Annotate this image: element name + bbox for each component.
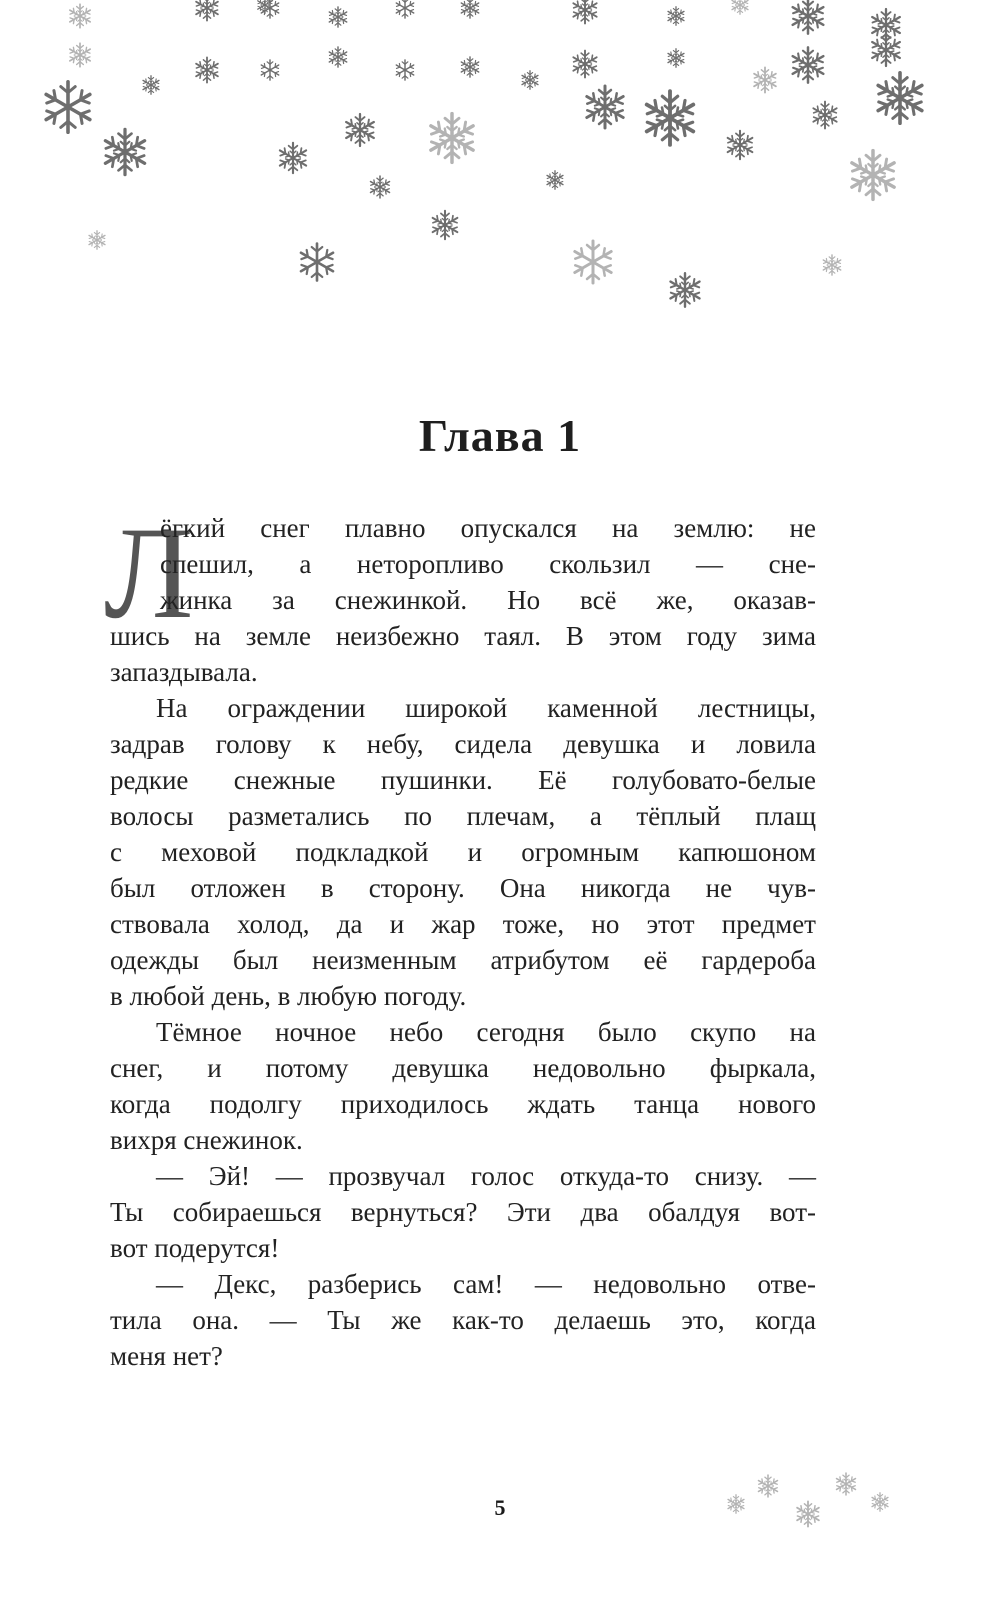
snowflake-icon bbox=[326, 45, 350, 69]
snowflake-icon bbox=[255, 0, 275, 15]
text-line: снег, и потому девушка недовольно фыркала, bbox=[110, 1053, 816, 1083]
snowflake-icon bbox=[787, 0, 829, 37]
text-line: жинка за снежинкой. Но всё же, оказав- bbox=[160, 585, 816, 615]
text-line: с меховой подкладкой и огромным капюшоном bbox=[110, 837, 816, 867]
snowflake-icon bbox=[833, 1471, 859, 1497]
text-line: шись на земле неизбежно таял. В этом году зима bbox=[110, 621, 816, 651]
page-number: 5 bbox=[494, 1495, 506, 1520]
snowflake-icon bbox=[192, 0, 222, 23]
top-snowflake-decoration bbox=[0, 0, 1000, 320]
text-line: вихря снежинок. bbox=[110, 1125, 303, 1155]
snowflake-icon bbox=[66, 41, 94, 69]
snowflake-icon bbox=[665, 270, 705, 310]
text-line: меня нет? bbox=[110, 1341, 223, 1371]
text-line: запаздывала. bbox=[110, 657, 258, 687]
snowflake-icon bbox=[844, 146, 902, 204]
snowflake-icon bbox=[258, 58, 282, 82]
snowflake-icon bbox=[86, 229, 108, 251]
snowflake-icon bbox=[393, 58, 417, 82]
snowflake-icon bbox=[580, 82, 630, 132]
snowflake-icon bbox=[66, 2, 94, 30]
text-line: задрав голову к небу, сидела девушка и ловила bbox=[110, 729, 816, 759]
text-line: когда подолгу приходилось ждать танца нового bbox=[110, 1089, 816, 1119]
text-line: был отложен в сторону. Она никогда не чув- bbox=[110, 873, 816, 903]
snowflake-icon bbox=[295, 240, 339, 284]
snowflake-icon bbox=[793, 1499, 823, 1529]
text-line: спешил, а неторопливо скользил — сне- bbox=[160, 549, 816, 579]
snowflake-icon bbox=[326, 5, 350, 29]
text-line: — Декс, разберись сам! — недовольно отве- bbox=[156, 1269, 816, 1299]
drop-cap: Л bbox=[104, 499, 194, 646]
snowflake-icon bbox=[750, 65, 780, 95]
snowflake-icon bbox=[423, 109, 481, 167]
snowflake-icon bbox=[723, 128, 757, 162]
snowflake-icon bbox=[665, 47, 687, 69]
snowflake-icon bbox=[569, 48, 601, 80]
text-line: Ты собираешься вернуться? Эти два обалдуя вот- bbox=[110, 1197, 816, 1227]
snowflake-icon bbox=[729, 0, 751, 16]
snowflake-icon bbox=[869, 1491, 891, 1513]
text-line: в любой день, в любую погоду. bbox=[110, 981, 467, 1011]
snowflake-icon bbox=[341, 111, 379, 149]
snowflake-icon bbox=[275, 140, 311, 176]
text-line: ствовала холод, да и жар тоже, но этот предмет bbox=[110, 909, 816, 939]
text-line: вот подерутся! bbox=[110, 1233, 280, 1263]
text-line: редкие снежные пушинки. Её голубовато-белые bbox=[110, 765, 816, 795]
snowflake-icon bbox=[638, 86, 702, 150]
snowflake-icon bbox=[870, 68, 930, 128]
snowflake-icon bbox=[569, 0, 601, 26]
snowflake-icon bbox=[140, 74, 162, 96]
snowflake-icon bbox=[820, 253, 844, 277]
snowflake-icon bbox=[393, 0, 417, 20]
text-line: одежды был неизменным атрибутом её гардероба bbox=[110, 945, 816, 975]
snowflake-icon bbox=[568, 237, 618, 287]
bottom-snowflake-decoration bbox=[720, 1470, 920, 1550]
text-line: ёгкий снег плавно опускался на землю: не bbox=[160, 513, 816, 543]
snowflake-icon bbox=[428, 208, 462, 242]
snowflake-icon bbox=[787, 44, 829, 86]
snowflake-icon bbox=[458, 55, 482, 79]
snowflake-icon bbox=[725, 1493, 747, 1515]
snowflake-icon bbox=[544, 169, 566, 191]
snowflake-icon bbox=[98, 125, 152, 179]
text-line: Тёмное ночное небо сегодня было скупо на bbox=[156, 1017, 816, 1047]
snowflake-icon bbox=[809, 99, 841, 131]
snowflake-icon bbox=[519, 69, 541, 91]
snowflake-icon bbox=[755, 1473, 781, 1499]
snowflake-icon bbox=[458, 0, 482, 20]
snowflake-icon bbox=[367, 174, 393, 200]
snowflake-icon bbox=[665, 5, 687, 27]
snowflake-icon bbox=[192, 55, 222, 85]
text-line: — Эй! — прозвучал голос откуда-то снизу. — bbox=[156, 1161, 816, 1191]
snowflake-icon bbox=[38, 77, 98, 137]
snowflake-icon bbox=[867, 31, 905, 69]
chapter-title: Глава 1 bbox=[418, 409, 582, 461]
text-line: На ограждении широкой каменной лестницы, bbox=[156, 693, 816, 723]
text-line: волосы разметались по плечам, а тёплый плащ bbox=[110, 801, 816, 831]
text-line: тила она. — Ты же как-то делаешь это, когда bbox=[110, 1305, 816, 1335]
